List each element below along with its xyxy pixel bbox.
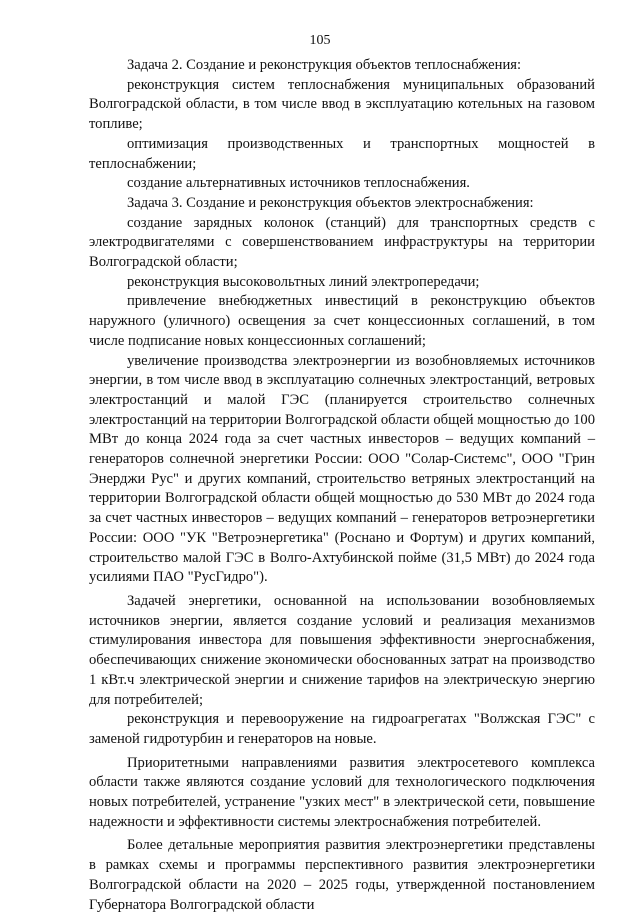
page-number: 105 bbox=[309, 33, 331, 48]
task-3-heading: Задача 3. Создание и реконструкция объектов электроснабжения: bbox=[127, 194, 534, 211]
paragraph: оптимизация производственных и транспортных мощностей в теплоснабжении; bbox=[89, 135, 595, 172]
paragraph: Задачей энергетики, основанной на использовании возобновляемых источников энергии, является создание условий и реализация механизмов стимулирования инвестора для повышения эффективности энергоснабжения, обеспечивающих снижение экономически обоснованных затрат на производство 1 кВт.ч электрической энергии и снижение тарифов на электрическую энергию для потребителей; bbox=[89, 592, 595, 708]
paragraph: создание зарядных колонок (станций) для транспортных средств с электродвигателями с совершенствованием инфраструктуры на территории Волгоградской области; bbox=[89, 214, 595, 271]
task-2-heading: Задача 2. Создание и реконструкция объектов теплоснабжения: bbox=[127, 57, 522, 73]
paragraph: создание альтернативных источников теплоснабжения. bbox=[127, 175, 470, 192]
paragraph: реконструкция систем теплоснабжения муниципальных образований Волгоградской области, в том числе ввод в эксплуатацию котельных на газовом топливе; bbox=[89, 76, 595, 133]
paragraph: Более детальные мероприятия развития электроэнергетики представлены в рамках схемы и программы перспективного развития электроэнергетики Волгоградской области на 2020 – 2025 годы, утвержденной постановлением Губернатора Волгоградской области bbox=[89, 837, 595, 913]
paragraph: реконструкция и перевооружение на гидроагрегатах "Волжская ГЭС" с заменой гидротурбин и генераторов на новые. bbox=[89, 711, 595, 747]
paragraph: Приоритетными направлениями развития электросетевого комплекса области также являются создание условий для технологического подключения новых потребителей, устранение "узких мест" в электрической сети, повышение надежности и эффективности системы электроснабжения потребителей. bbox=[89, 754, 595, 830]
paragraph: увеличение производства электроэнергии из возобновляемых источников энергии, в том числе ввод в эксплуатацию солнечных электростанций, ветровых электростанций и малой ГЭС (планируется строительство солнечных электростанций на территории Волгоградской области общей мощностью до 100 МВт до конца 2024 года за счет частных инвесторов – ведущих компаний – генераторов солнечной энергетики России: ООО "Солар-Системс", ООО "Грин Энерджи Рус" и других компаний, строительство ветряных электростанций на территории Волгоградской области общей мощностью до 530 МВт до 2024 года за счет частных инвесторов – ведущих компаний – генераторов ветроэнергетики России: ООО "УК "Ветроэнергетика" (Роснано и Фортум) и других компаний, строительство малой ГЭС в Волго-Ахтубинской пойме (31,5 МВт) до 2024 года усилиями ПАО "РусГидро"). bbox=[89, 352, 595, 586]
paragraph: привлечение внебюджетных инвестиций в реконструкцию объектов наружного (уличного) освещения за счет концессионных соглашений, в том числе подписание новых концессионных соглашений; bbox=[89, 293, 595, 349]
document-body bbox=[89, 56, 595, 915]
paragraph: реконструкция высоковольтных линий электропередачи; bbox=[127, 273, 480, 290]
